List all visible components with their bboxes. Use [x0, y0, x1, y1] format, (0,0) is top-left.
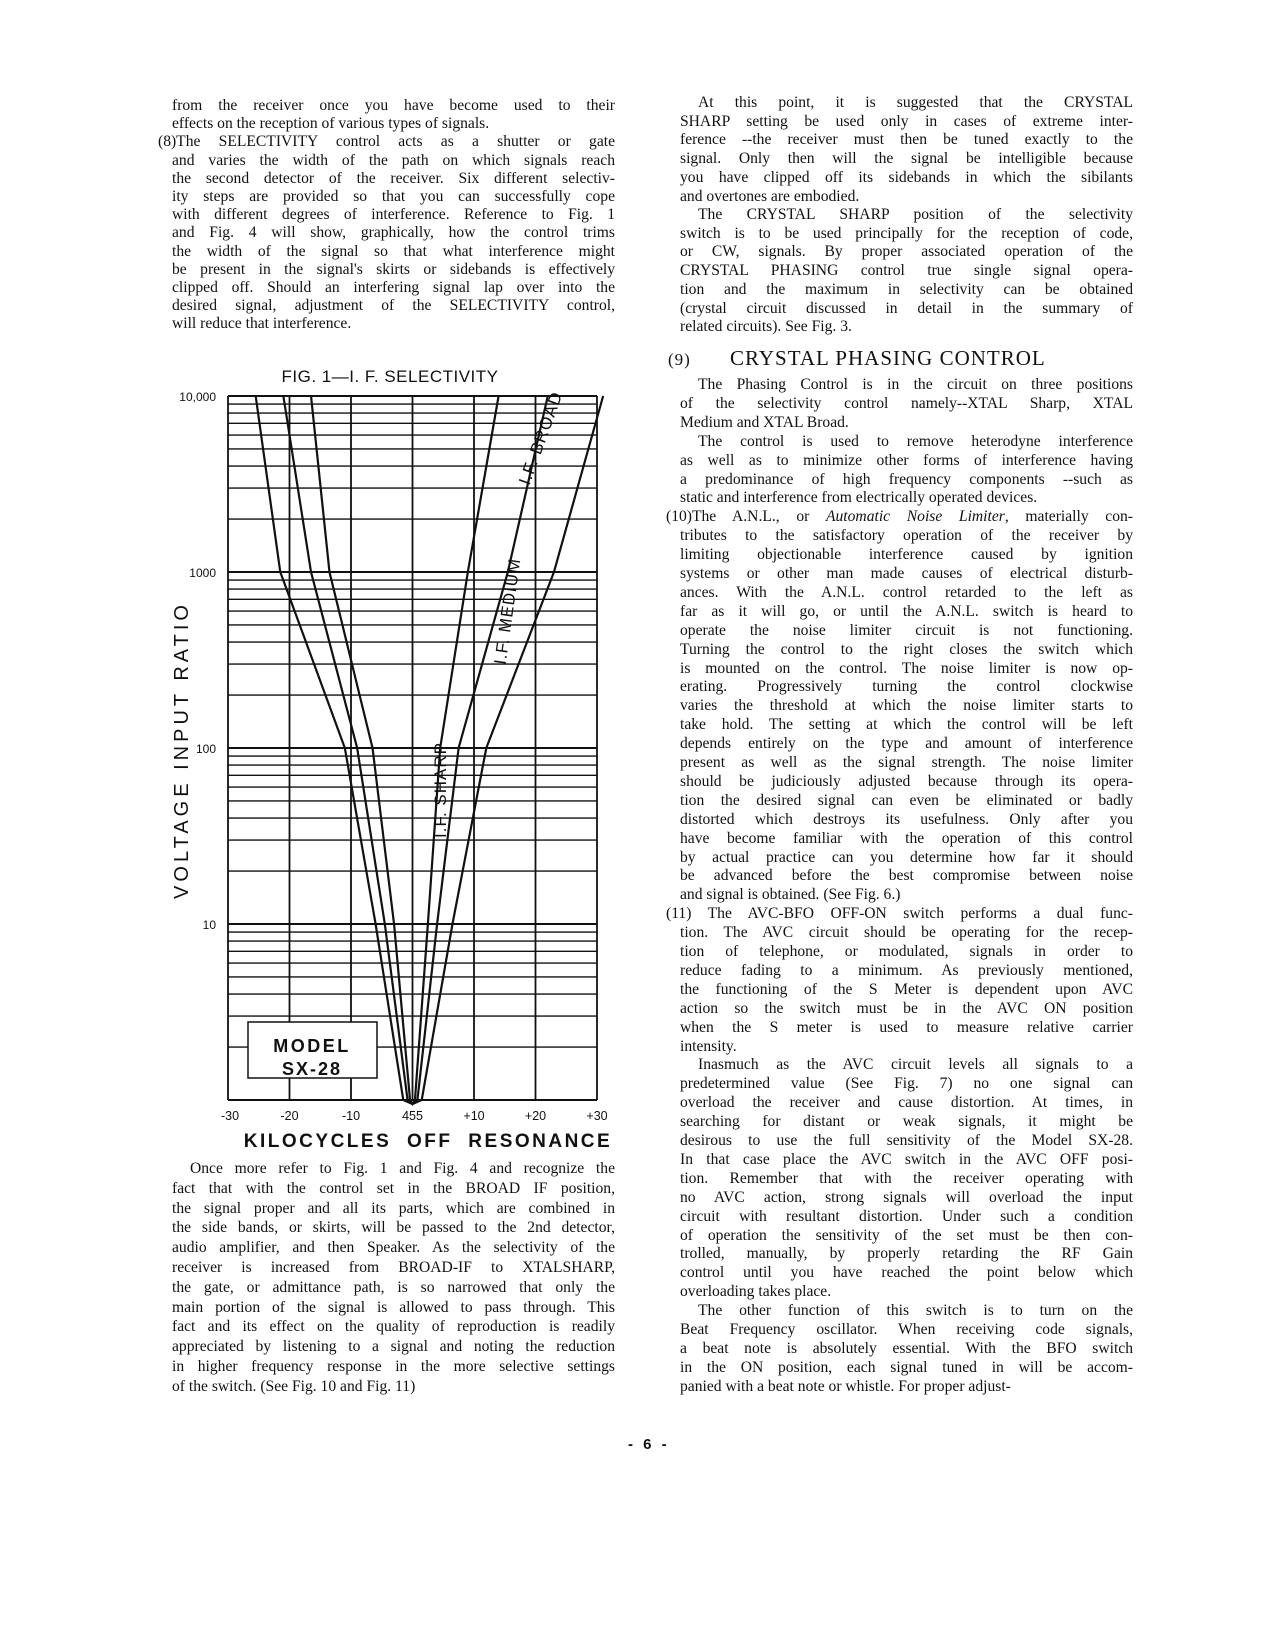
selectivity-chart [150, 360, 640, 1160]
text-line: static and interference from electrically operated devices. [680, 489, 1038, 507]
chart-title: FIG. 1—I. F. SELECTIVITY [281, 367, 499, 386]
text-line: The other function of this switch is to turn on the [698, 1302, 1133, 1319]
x-tick-label: +10 [463, 1109, 485, 1123]
text-line: you have clipped off its sidebands in which the sibilants [680, 168, 1133, 186]
curve-label: I.F. BROAD [515, 388, 567, 488]
text-line: fact that with the control set in the BROAD IF position, [172, 1179, 615, 1197]
text-line: tributes to the satisfactory operation of the receiver by [680, 527, 1133, 545]
text-line: switch is to be used principally for the reception of code, [680, 224, 1133, 242]
text-line: with different degrees of interference. Reference to Fig. 1 [172, 206, 615, 224]
text-line: searching for distant or weak signals, it might be [680, 1113, 1133, 1131]
text-line: signal. Only then will the signal be intelligible because [680, 150, 1133, 168]
text-line: main portion of the signal is allowed to pass through. This [172, 1298, 615, 1316]
text-line: the width of the signal so that what interference might [172, 242, 615, 260]
text-line: far as it will go, or until the A.N.L. switch is heard to [680, 602, 1133, 620]
x-axis-label: KILOCYCLES OFF RESONANCE [243, 1131, 613, 1152]
text-line: receiver is increased from BROAD-IF to XTALSHARP, [172, 1259, 615, 1276]
text-line: desirous to use the full sensitivity of the Model SX-28. [680, 1132, 1133, 1149]
italic-term: Automatic Noise Limiter [825, 508, 1005, 526]
x-tick-label: -10 [341, 1109, 361, 1123]
text-line: effects on the reception of various types of signals. [172, 115, 490, 133]
text-line: take hold. The setting at which the control will be left [680, 716, 1133, 734]
text-line: ances. With the A.N.L. control retarded to the left as [680, 583, 1133, 601]
x-tick-label: -30 [220, 1109, 240, 1123]
text-line: depends entirely on the type and amount of interference [680, 735, 1133, 753]
text-line: predetermined value (See Fig. 7) no one signal can [680, 1075, 1133, 1093]
text-line: tion. Remember that with the receiver operating with [680, 1169, 1133, 1187]
text-line: intensity. [680, 1037, 737, 1055]
text-line: appreciated by listening to a signal and noting the reduction [172, 1338, 615, 1356]
x-tick-label: +20 [524, 1109, 547, 1123]
text-line: circuit with resultant distortion. Under such a condition [680, 1207, 1133, 1225]
x-tick-label: +30 [586, 1109, 608, 1123]
text-line: is mounted on the control. The noise limiter is now op- [680, 659, 1133, 677]
text-line: of the switch. (See Fig. 10 and Fig. 11) [172, 1377, 416, 1395]
y-tick-label: 100 [195, 742, 216, 756]
text-line: Inasmuch as the AVC circuit levels all signals to a [698, 1056, 1133, 1074]
text-line: the side bands, or skirts, will be passed to the 2nd detector, [172, 1219, 615, 1237]
text-line: the gate, or admittance path, is so narrowed that only the [172, 1278, 615, 1296]
curve-label: I.F. SHARP [431, 742, 450, 838]
text-line: a predominance of high frequency components --such as [680, 470, 1133, 488]
text-line: distorted which destroys its usefulness. Only after you [680, 810, 1133, 828]
text-line: systems or other man made causes of electrical disturb- [680, 565, 1133, 582]
text-line: Turning the control to the right closes the switch which [680, 640, 1133, 658]
text-line: and varies the width of the path on which signals reach [172, 151, 615, 169]
section-number: (9) [668, 350, 691, 369]
text-line: The CRYSTAL SHARP position of the selectivity [698, 206, 1133, 223]
text-line: The control is used to remove heterodyne interference [698, 432, 1133, 450]
text-line: The Phasing Control is in the circuit on three positions [698, 376, 1133, 393]
y-tick-label: 1000 [189, 566, 216, 580]
text-line: in the ON position, each signal tuned in will be accom- [680, 1358, 1133, 1376]
text-line: overloading takes place. [680, 1283, 832, 1301]
text-line: of the selectivity control namely--XTAL Sharp, XTAL [680, 394, 1133, 412]
curve-label: I.F. MEDIUM [490, 556, 525, 666]
y-tick-label: 10,000 [179, 390, 216, 404]
y-axis-label: VOLTAGE INPUT RATIO [171, 601, 193, 899]
text-line: SHARP setting be used only in cases of extreme inter- [680, 112, 1133, 130]
text-line: control until you have reached the point below which [680, 1264, 1133, 1282]
text-line: and overtones are embodied. [680, 187, 860, 205]
text-line: present as well as the signal strength. The noise limiter [680, 754, 1133, 771]
text-line: Once more refer to Fig. 1 and Fig. 4 and recognize the [190, 1160, 615, 1177]
text-line: be present in the signal's skirts or sidebands is effectively [172, 260, 615, 278]
x-tick-label: -20 [280, 1109, 299, 1123]
text-line: tion. The AVC circuit should be operating for the recep- [680, 924, 1133, 942]
model-label: MODEL [273, 1036, 351, 1056]
text-line: action so the switch must be in the AVC ON position [680, 999, 1133, 1017]
page-number: - 6 - [628, 1436, 670, 1453]
text-line: reduce fading to a minimum. As previously mentioned, [680, 961, 1133, 979]
text-line: have become familiar with the operation of this control [680, 829, 1133, 847]
model-number: SX-28 [281, 1059, 343, 1079]
text-line: At this point, it is suggested that the CRYSTAL [698, 94, 1133, 111]
text-line: varies the threshold at which the noise limiter starts to [680, 697, 1133, 715]
text-line: should be judiciously adjusted because through its opera- [680, 772, 1133, 790]
text-line: desired signal, adjustment of the SELECTIVITY control, [172, 297, 615, 315]
text-line: will reduce that interference. [172, 315, 352, 333]
text-line: when the S meter is used to measure relative carrier [680, 1018, 1133, 1036]
text-line: fact and its effect on the quality of reproduction is readily [172, 1318, 615, 1336]
text-line: tion and the maximum in selectivity can be obtained [680, 280, 1133, 298]
text-line: and Fig. 4 will show, graphically, how the control trims [172, 224, 615, 242]
text-line: Medium and XTAL Broad. [680, 413, 849, 431]
text-line: by actual practice can you determine how far it should [680, 848, 1133, 866]
text-line: tion of telephone, or modulated, signals in order to [680, 943, 1133, 960]
text-line: ference --the receiver must then be tuned exactly to the [680, 131, 1133, 149]
curve-i-f-sharp [311, 396, 499, 1104]
text-line: overload the receiver and cause distortion. At times, in [680, 1094, 1133, 1112]
text-line: operate the noise limiter circuit is not functioning. [680, 621, 1133, 639]
text-line: ity steps are provided so that you can successfully cope [172, 188, 615, 205]
text-line: In that case place the AVC switch in the AVC OFF posi- [680, 1150, 1133, 1168]
text-line: the second detector of the receiver. Six different selectiv- [172, 169, 615, 187]
text-line: (8)The SELECTIVITY control acts as a shutter or gate [158, 133, 615, 151]
text-line: related circuits). See Fig. 3. [680, 318, 852, 336]
text-line: clipped off. Should an interfering signal lap over into the [172, 279, 615, 296]
text-line: Beat Frequency oscillator. When receiving code signals, [680, 1320, 1133, 1338]
text-line: in higher frequency response in the more selective settings [172, 1358, 615, 1375]
text-line: (10)The A.N.L., or Automatic Noise Limiter, materially con- [666, 508, 1133, 526]
x-tick-label: 455 [402, 1109, 423, 1123]
text-line: erating. Progressively turning the control clockwise [680, 678, 1133, 696]
text-line: be advanced before the best compromise between noise [680, 867, 1133, 885]
text-line: limiting objectionable interference caused by ignition [680, 546, 1133, 564]
y-tick-label: 10 [202, 918, 216, 932]
text-line: panied with a beat note or whistle. For proper adjust- [680, 1377, 1011, 1395]
text-line: (11) The AVC-BFO OFF-ON switch performs a dual func- [666, 905, 1133, 923]
section-title: CRYSTAL PHASING CONTROL [730, 346, 1046, 370]
text-line: the signal proper and all its parts, which are combined in [172, 1199, 615, 1217]
section-heading [668, 346, 1046, 371]
text-line: the functioning of the S Meter is dependent upon AVC [680, 980, 1133, 998]
text-line: as well as to minimize other forms of interference having [680, 451, 1133, 469]
text-line: of operation the sensitivity of the set must be then con- [680, 1226, 1133, 1244]
text-line: tion the desired signal can even be eliminated or badly [680, 791, 1133, 809]
text-line: and signal is obtained. (See Fig. 6.) [680, 886, 901, 904]
text-line: or CW, signals. By proper associated operation of the [680, 243, 1133, 261]
text-line: trolled, manually, by properly retarding the RF Gain [680, 1245, 1133, 1263]
text-line: audio amplifier, and then Speaker. As the selectivity of the [172, 1239, 615, 1257]
text-line: from the receiver once you have become used to their [172, 97, 615, 114]
text-line: no AVC action, strong signals will overload the input [680, 1188, 1133, 1206]
text-line: (crystal circuit discussed in detail in the summary of [680, 299, 1133, 317]
text-line: CRYSTAL PHASING control true single signal opera- [680, 262, 1133, 280]
text-line: a beat note is absolutely essential. With the BFO switch [680, 1339, 1133, 1357]
